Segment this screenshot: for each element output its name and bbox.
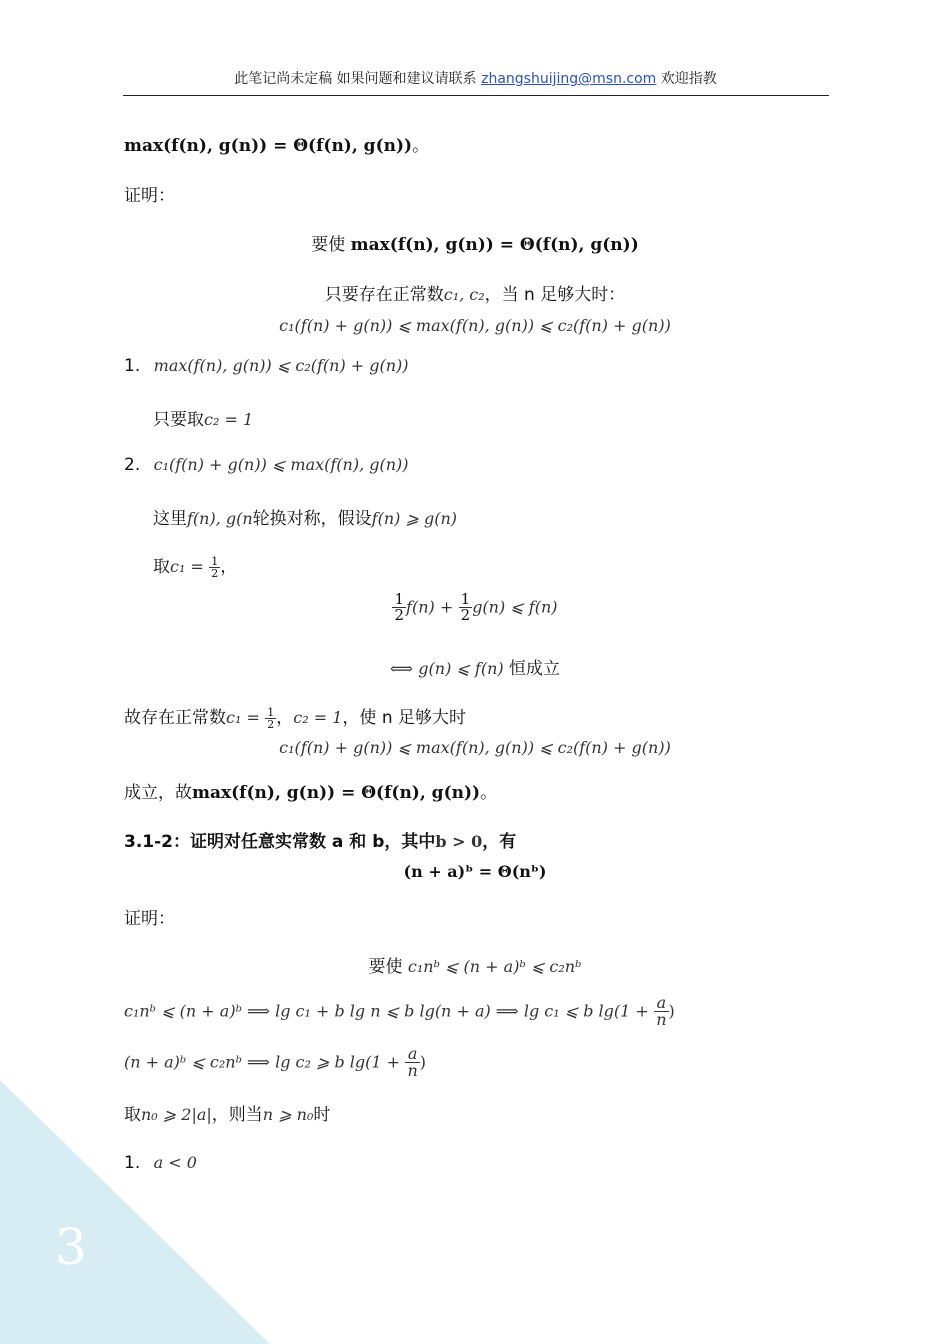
item-1-number: 1. <box>124 356 141 376</box>
corner-triangle <box>0 1080 270 1344</box>
half-sum-mid: f(n) + <box>406 597 454 617</box>
contact-email-link[interactable]: zhangshuijing@msn.com <box>481 71 657 87</box>
exist-c2: c₂ = 1 <box>293 708 343 727</box>
main-inequality: c₁(f(n) + g(n)) ⩽ max(f(n), g(n)) ⩽ c₂(f(n) + g(n)) <box>279 316 671 335</box>
lhs-fraction: $\frac{a}{n}$ <box>656 993 667 1029</box>
header-rule <box>123 95 829 96</box>
n0-prefix: 取 <box>124 1105 141 1125</box>
half-sum-line <box>0 592 950 623</box>
iff-line <box>0 654 950 679</box>
iff-suffix: 恒成立 <box>509 659 561 679</box>
exist-c1: c₁ = <box>226 708 260 727</box>
item-1-take-label: 只要取 <box>153 410 204 430</box>
rhs-close-paren: ) <box>419 1052 427 1072</box>
holds-prefix: 成立，故 <box>124 783 192 803</box>
take-c1-prefix: 取 <box>153 557 170 577</box>
iff-formula: g(n) ⩽ f(n) <box>418 659 504 678</box>
symmetry-mid: 轮换对称，假设 <box>252 509 372 529</box>
holds-period: 。 <box>480 783 498 803</box>
lhs-derivation-formula: c₁nᵇ ⩽ (n + a)ᵇ ⟹ lg c₁ + b lg n ⩽ b lg(n + a) ⟹ lg c₁ ⩽ b lg(1 + <box>124 1001 649 1021</box>
rhs-derivation-formula: (n + a)ᵇ ⩽ c₂nᵇ ⟹ lg c₂ ⩾ b lg(1 + <box>124 1052 401 1072</box>
take-c1-formula: c₁ = <box>170 557 204 576</box>
exercise-inequality: c₁nᵇ ⩽ (n + a)ᵇ ⩽ c₂nᵇ <box>407 957 582 976</box>
iff-arrow: ⟺ <box>389 659 413 678</box>
half-sum-end: g(n) ⩽ f(n) <box>472 597 558 617</box>
half-fraction-a: $\frac{1}{2}$ <box>394 590 405 624</box>
rhs-fraction: $\frac{a}{n}$ <box>407 1044 418 1080</box>
item-1-take <box>153 405 253 430</box>
exist-prefix: 故存在正常数 <box>124 708 226 728</box>
n0-mid: ，则当 <box>211 1105 263 1125</box>
exist-comma: ， <box>276 708 294 728</box>
take-c1-line <box>153 552 237 579</box>
take-c1-comma: ， <box>220 557 238 577</box>
n0-suffix: 时 <box>313 1105 331 1125</box>
need-prefix: 只要存在正常数 <box>324 285 444 305</box>
symmetry-line <box>153 504 457 529</box>
need-suffix: ，当 n 足够大时： <box>484 285 626 305</box>
item-1 <box>124 356 409 376</box>
symmetry-prefix: 这里 <box>153 509 187 529</box>
exercise-title-suffix: ，有 <box>482 832 517 852</box>
symmetry-formula: f(n), g(n <box>187 509 253 528</box>
n0-formula: n₀ ⩾ 2|a| <box>141 1105 212 1124</box>
exist-suffix: ，使 n 足够大时 <box>342 708 467 728</box>
header-text-end: 欢迎指教 <box>656 71 717 87</box>
exercise-title-condition: b > 0 <box>435 832 483 851</box>
goal-formula: max(f(n), g(n)) = Θ(f(n), g(n)) <box>350 235 639 255</box>
statement-line <box>124 131 429 156</box>
need-consts: c₁, c₂ <box>443 285 485 304</box>
exercise-title <box>124 827 516 852</box>
goal-line <box>0 230 950 255</box>
half-fraction-b: $\frac{1}{2}$ <box>460 590 471 624</box>
exercise-goal: (n + a)ᵇ = Θ(nᵇ) <box>403 862 547 881</box>
proof-label-1: 证明： <box>124 186 175 206</box>
item-2-number: 2. <box>124 455 141 475</box>
lhs-close-paren: ) <box>668 1001 675 1021</box>
n0-condition: n ⩾ n₀ <box>262 1105 314 1124</box>
statement-period: 。 <box>412 136 430 156</box>
lhs-derivation <box>124 995 675 1028</box>
item-2-formula: c₁(f(n) + g(n)) ⩽ max(f(n), g(n)) <box>153 455 409 474</box>
goal-prefix: 要使 <box>311 235 346 255</box>
exercise-title-prefix: 3.1-2：证明对任意实常数 a 和 b，其中 <box>124 832 436 852</box>
header-text: 此笔记尚未定稿 如果问题和建议请联系 <box>234 71 482 87</box>
last-item-formula: a < 0 <box>153 1153 197 1172</box>
proof-label-2: 证明： <box>124 909 175 929</box>
rhs-derivation <box>124 1046 426 1079</box>
item-1-take-formula: c₂ = 1 <box>204 410 254 429</box>
exist-line <box>124 703 466 730</box>
item-1-formula: max(f(n), g(n)) ⩽ c₂(f(n) + g(n)) <box>153 356 409 375</box>
page-header <box>123 68 828 88</box>
page-number: 3 <box>55 1218 87 1276</box>
half-fraction: $\frac{1}{2}$ <box>211 554 219 580</box>
statement-formula: max(f(n), g(n)) = Θ(f(n), g(n)) <box>124 136 413 156</box>
exercise-inequality-line <box>0 952 950 977</box>
need-line <box>0 280 950 305</box>
main-inequality-2: c₁(f(n) + g(n)) ⩽ max(f(n), g(n)) ⩽ c₂(f(n) + g(n)) <box>279 738 671 757</box>
exercise-yaoshi: 要使 <box>368 957 403 977</box>
last-item-number: 1. <box>124 1153 141 1173</box>
exist-half: $\frac{1}{2}$ <box>267 705 275 731</box>
holds-line <box>124 778 497 803</box>
item-2 <box>124 455 409 475</box>
symmetry-assumption: f(n) ⩾ g(n) <box>371 509 457 528</box>
holds-formula: max(f(n), g(n)) = Θ(f(n), g(n)) <box>192 783 481 803</box>
